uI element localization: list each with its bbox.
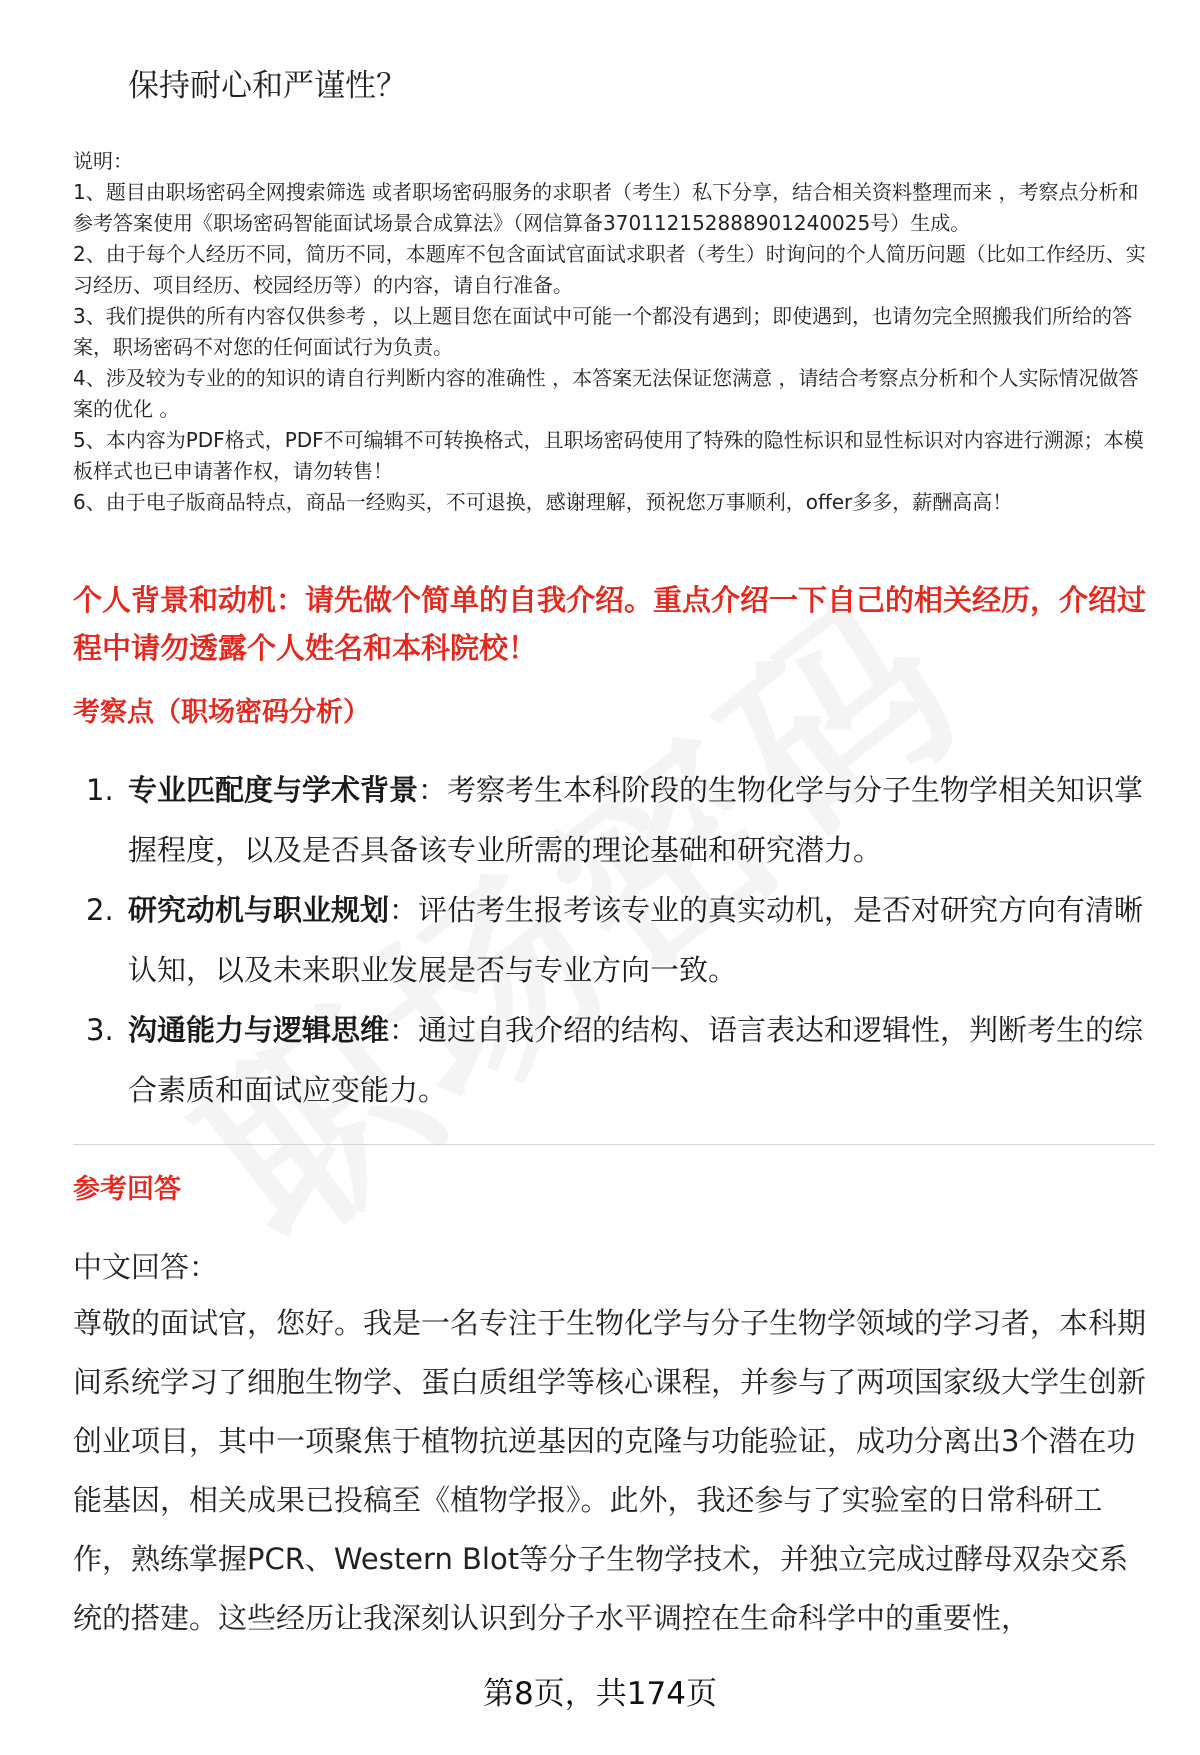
point-number: 1. [86,773,114,807]
note-item: 1、题目由职场密码全网搜索筛选 或者职场密码服务的求职者（考生）私下分享，结合相关资料整理而来 ，考察点分析和参考答案使用《职场密码智能面试场景合成算法》（网信算备370112152888901240025号）生成。 [73,180,1139,235]
point-text: ：评估考生报考该专业的真实动机，是否对研究方向有清晰认知，以及未来职业发展是否与专业方向一致。 [128,893,1144,987]
point-text: ：考察考生本科阶段的生物化学与分子生物学相关知识掌握程度，以及是否具备该专业所需的理论基础和研究潜力。 [128,773,1144,867]
answer-language-label: 中文回答： [73,1250,219,1284]
note-item: 2、由于每个人经历不同，简历不同，本题库不包含面试官面试求职者（考生）时询问的个人简历问题（比如工作经历、实习经历、项目经历、校园经历等）的内容，请自行准备。 [73,242,1146,297]
notes-block [73,146,1153,518]
interview-question: 个人背景和动机：请先做个简单的自我介绍。重点介绍一下自己的相关经历，介绍过程中请勿透露个人姓名和本科院校！ [73,583,1147,665]
notes-heading: 说明： [73,149,133,173]
section-divider [73,1144,1155,1145]
previous-question-tail: 保持耐心和严谨性？ [128,68,407,104]
point-number: 2. [86,893,114,927]
page-number: 第8页，共174页 [483,1676,717,1712]
point-term: 沟通能力与逻辑思维 [128,1013,390,1047]
note-item: 6、由于电子版商品特点，商品一经购买，不可退换，感谢理解，预祝您万事顺利，offer多多，薪酬高高！ [73,490,1013,514]
point-term: 研究动机与职业规划 [128,893,390,927]
point-term: 专业匹配度与学术背景 [128,773,419,807]
analysis-point [80,1000,1150,1120]
note-item: 4、涉及较为专业的的知识的请自行判断内容的准确性 ，本答案无法保证您满意 ，请结合考察点分析和个人实际情况做答案的优化 。 [73,366,1139,421]
point-number: 3. [86,1013,114,1047]
analysis-title: 考察点（职场密码分析） [73,697,370,728]
reference-title: 参考回答 [73,1174,181,1205]
point-text: ：通过自我介绍的结构、语言表达和逻辑性，判断考生的综合素质和面试应变能力。 [128,1013,1144,1107]
note-item: 5、本内容为PDF格式，PDF不可编辑不可转换格式，且职场密码使用了特殊的隐性标识和显性标识对内容进行溯源；本模板样式也已申请著作权，请勿转售！ [73,428,1144,483]
analysis-point [80,880,1150,1000]
note-item: 3、我们提供的所有内容仅供参考 ，以上题目您在面试中可能一个都没有遇到；即使遇到，也请勿完全照搬我们所给的答案，职场密码不对您的任何面试行为负责。 [73,304,1133,359]
answer-body: 尊敬的面试官，您好。我是一名专注于生物化学与分子生物学领域的学习者，本科期间系统学习了细胞生物学、蛋白质组学等核心课程，并参与了两项国家级大学生创新创业项目，其中一项聚焦于植物抗逆基因的克隆与功能验证，成功分离出3个潜在功能基因，相关成果已投稿至《植物学报》。此外，我还参与了实验室的日常科研工作，熟练掌握PCR、Western Blot等分子生物学技术，并独立完成过酵母双杂交系统的搭建。这些经历让我深刻认识到分子水平调控在生命科学中的重要性， [73,1306,1147,1635]
analysis-point [80,760,1150,880]
analysis-points [80,760,1150,1120]
